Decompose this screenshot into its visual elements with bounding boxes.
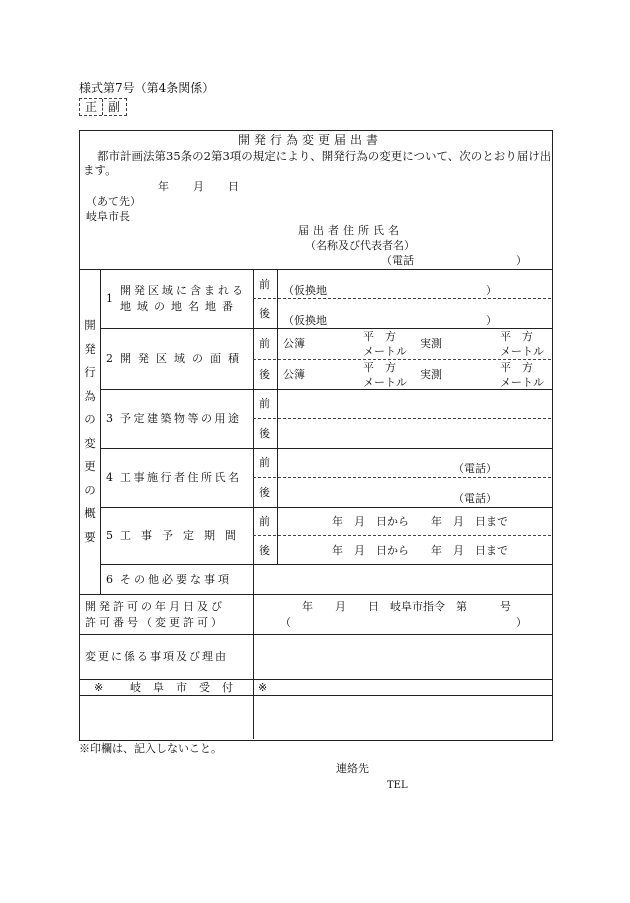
item5-before-mark: 前 [259, 515, 270, 528]
contact-label: 連絡先 [336, 762, 369, 775]
item1-after-value: （仮換地 [283, 314, 327, 327]
row-mid-separator [253, 359, 551, 360]
copy-sub-label: 副 [108, 100, 121, 114]
copy-main-label: 正 [85, 100, 98, 114]
reception-mark: ※ [94, 681, 104, 694]
tel-label: TEL [387, 780, 408, 791]
item1-label-line1: 開発区域に含まれる [120, 284, 246, 297]
row-separator [100, 448, 552, 449]
row-mid-separator [253, 418, 551, 419]
item5-number: 5 [106, 529, 113, 542]
item2-before-unit2-top: 平 方 [500, 330, 533, 343]
item2-after-register: 公簿 [283, 368, 305, 381]
row-mid-separator [253, 298, 551, 299]
item4-before-mark: 前 [259, 456, 270, 469]
permit-value-open: （ [280, 616, 291, 629]
item2-before-unit2-bottom: メートル [500, 345, 544, 358]
item2-after-unit2-top: 平 方 [500, 361, 533, 374]
item2-after-actual: 実測 [420, 368, 442, 381]
notice-title: 開発行為変更届出書 [238, 133, 383, 147]
outline-vertical-label [80, 320, 100, 543]
outline-char: の [84, 482, 96, 497]
row-separator [100, 328, 552, 329]
row-mid-separator [253, 535, 551, 536]
item4-number: 4 [106, 471, 113, 484]
item2-after-unit-top: 平 方 [363, 361, 396, 374]
item1-after-mark: 後 [259, 307, 270, 320]
item2-before-mark: 前 [259, 337, 270, 350]
item6-label: その他必要な事項 [120, 573, 232, 586]
item1-before-mark: 前 [259, 278, 270, 291]
notice-body-line1: 都市計画法第35条の2第3項の規定により、開発行為の変更について、次のとおり届け出 [97, 149, 552, 163]
item3-before-mark: 前 [259, 397, 270, 410]
item6-number: 6 [106, 573, 113, 586]
permit-label-line2: 許可番号（変更許可） [85, 616, 225, 629]
permit-label-line1: 開発許可の年月日及び [85, 600, 225, 613]
section-divider [79, 695, 552, 696]
section-divider [79, 594, 552, 595]
notice-body-line2: ます。 [83, 163, 117, 177]
item4-before-phone: （電話） [453, 462, 497, 475]
addressee: 岐阜市長 [86, 210, 130, 223]
addressee-label: （あて先） [86, 195, 141, 208]
item2-before-unit-top: 平 方 [363, 330, 396, 343]
item2-label: 開発区域の面積 [120, 352, 246, 365]
date-month: 月 [193, 180, 204, 193]
outline-char: 開 [84, 318, 96, 332]
outline-label-divider [100, 269, 101, 594]
section-divider [79, 679, 552, 680]
item4-after-mark: 後 [259, 486, 270, 499]
item5-label: 工事予定期間 [120, 529, 246, 542]
item5-after-mark: 後 [259, 544, 270, 557]
row-separator [100, 507, 552, 508]
label-value-divider [253, 269, 254, 739]
outline-char: の [84, 412, 96, 426]
applicant-phone-open: （電話 [381, 254, 414, 267]
applicant-sub-label: （名称及び代表者名） [305, 239, 415, 252]
applicant-phone-close: ） [516, 254, 527, 267]
item4-after-phone: （電話） [453, 492, 497, 505]
reason-label: 変更に係る事項及び理由 [85, 650, 228, 663]
item1-label-line2: 地域の地名地番 [120, 300, 239, 313]
row-separator [100, 564, 552, 565]
form-number: 様式第7号（第4条関係） [79, 81, 215, 95]
item4-label: 工事施行者住所氏名 [120, 471, 242, 484]
item1-before-value: （仮換地 [283, 284, 327, 297]
item2-before-unit-bottom: メートル [363, 345, 407, 358]
outline-char: 為 [84, 388, 96, 403]
outline-char: 行 [84, 365, 96, 379]
item2-after-unit2-bottom: メートル [500, 376, 544, 389]
item1-after-close: ） [486, 314, 497, 327]
item3-label: 予定建築物等の用途 [120, 412, 242, 425]
outline-char: 更 [84, 459, 96, 473]
item1-before-close: ） [486, 284, 497, 297]
item3-number: 3 [106, 412, 113, 425]
outline-char: 概 [84, 506, 96, 520]
date-year: 年 [158, 180, 169, 193]
permit-value-line1: 年 月 日 岐阜市指令 第 号 [302, 600, 511, 613]
item2-before-register: 公簿 [283, 337, 305, 350]
item2-number: 2 [106, 352, 113, 365]
outline-char: 変 [84, 435, 96, 450]
item3-after-mark: 後 [259, 427, 270, 440]
section-divider [79, 634, 552, 635]
outline-char: 発 [84, 341, 96, 356]
item1-number: 1 [106, 292, 113, 305]
before-after-divider [277, 269, 278, 564]
applicant-label: 届出者住所氏名 [298, 224, 403, 237]
row-mid-separator [253, 477, 551, 478]
reception-right-mark: ※ [258, 681, 268, 694]
item2-after-unit-bottom: メートル [363, 376, 407, 389]
section-divider [79, 269, 552, 270]
item2-after-mark: 後 [259, 368, 270, 381]
item5-before-period: 年 月 日から 年 月 日まで [332, 515, 508, 528]
outline-char: 要 [84, 529, 96, 544]
row-separator [100, 389, 552, 390]
item5-after-period: 年 月 日から 年 月 日まで [332, 544, 508, 557]
permit-value-close: ） [516, 616, 527, 629]
item2-before-actual: 実測 [420, 337, 442, 350]
copy-divider [102, 99, 103, 115]
footer-note: ※印欄は、記入しないこと。 [79, 742, 222, 755]
date-day: 日 [228, 180, 239, 193]
reception-label: 岐阜市受付 [130, 681, 245, 694]
